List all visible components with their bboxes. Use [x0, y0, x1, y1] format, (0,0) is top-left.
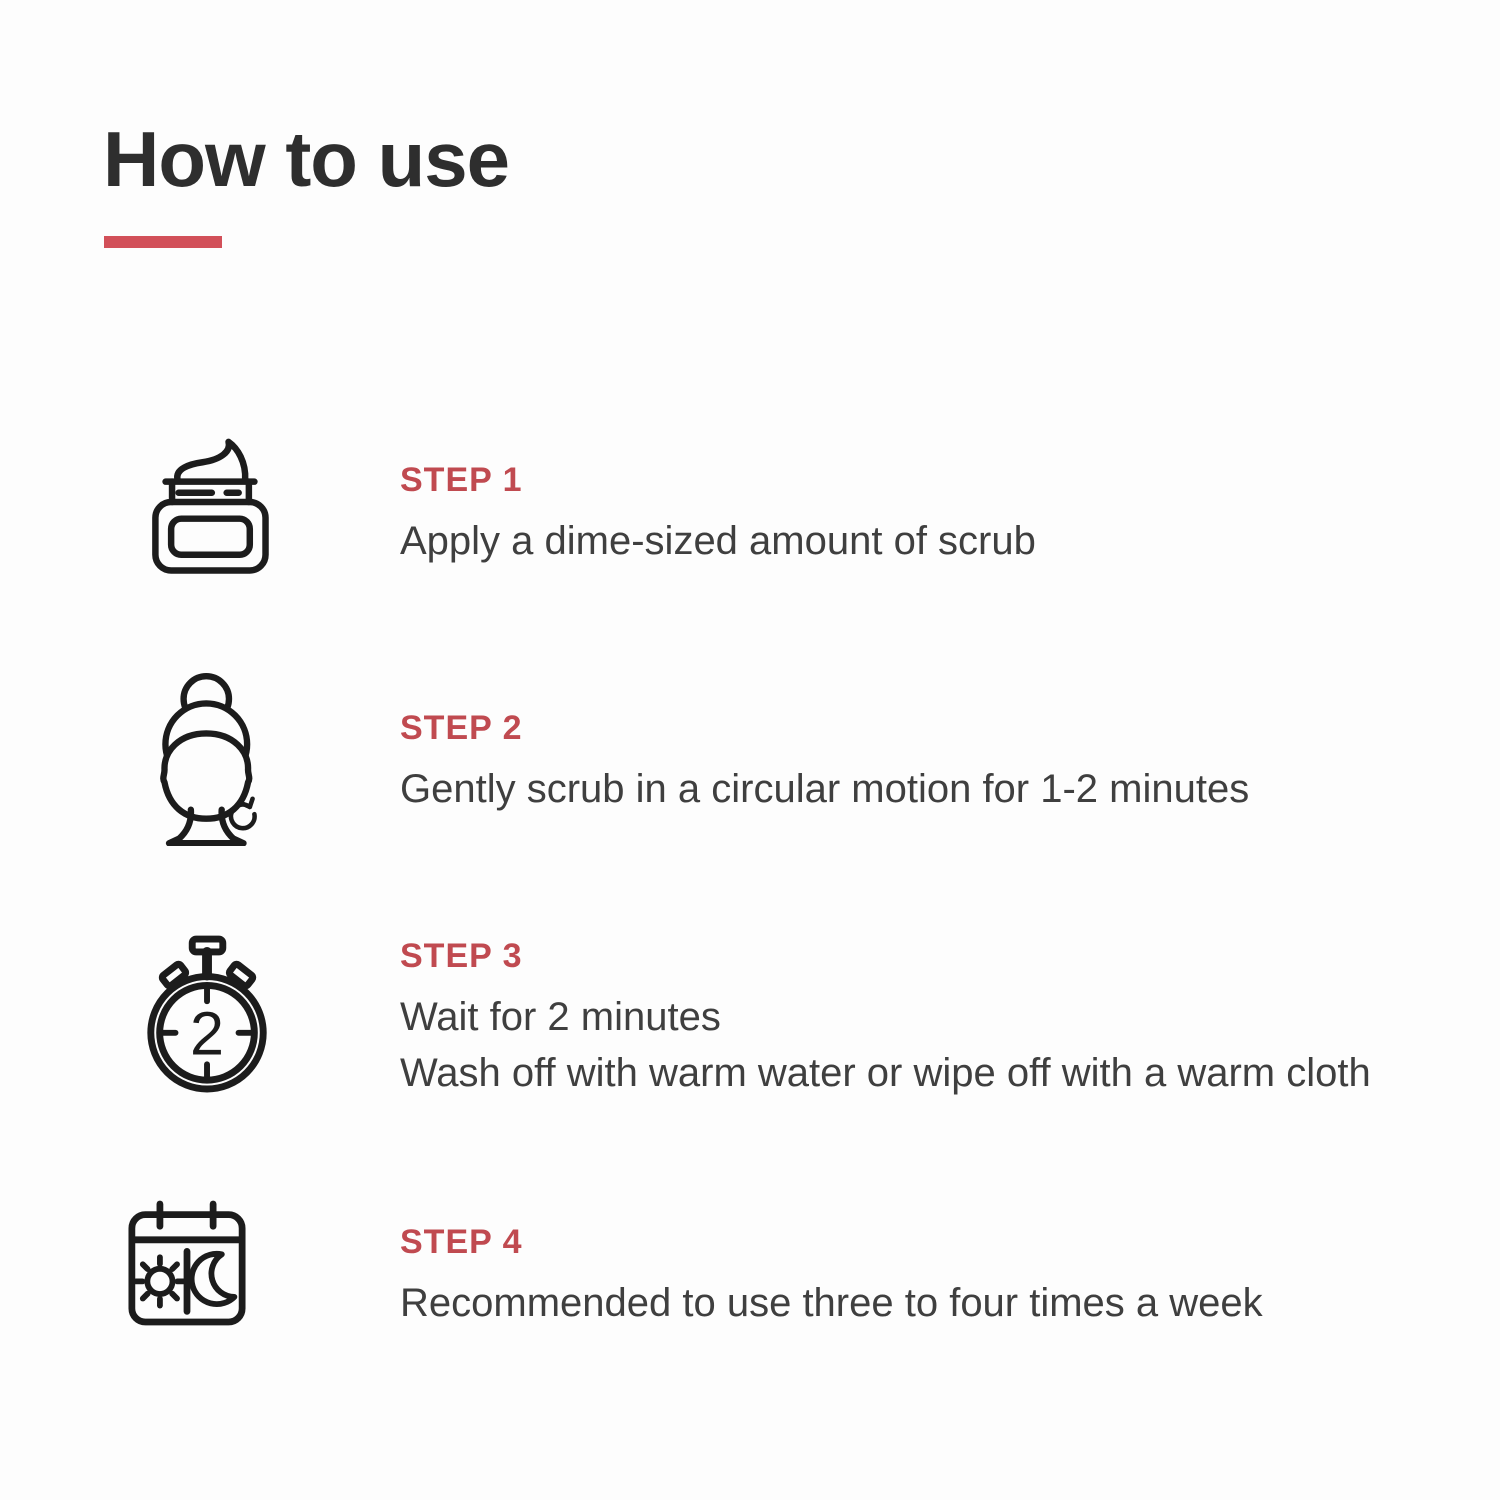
step-2-label: STEP 2	[400, 709, 523, 747]
step-4-description: Recommended to use three to four times a week	[400, 1281, 1263, 1326]
step-4	[400, 1224, 1263, 1331]
step-2-description: Gently scrub in a circular motion for 1-2 minutes	[400, 767, 1250, 812]
face-circular-motion-icon	[150, 668, 268, 846]
step-2	[400, 710, 1249, 817]
step-1-label: STEP 1	[400, 461, 523, 499]
step-4-label: STEP 4	[400, 1223, 523, 1261]
step-3-description-line-2: Wash off with warm water or wipe off with a warm cloth	[400, 1051, 1371, 1096]
moon-icon	[192, 1254, 235, 1304]
title-underline	[104, 236, 222, 248]
step-3-label: STEP 3	[400, 937, 523, 975]
stopwatch-icon	[137, 932, 280, 1102]
calendar-day-night-icon	[128, 1200, 246, 1328]
step-3-description-line-1: Wait for 2 minutes	[400, 995, 721, 1040]
step-1-description: Apply a dime-sized amount of scrub	[400, 519, 1036, 564]
cream-jar-icon	[148, 438, 272, 579]
step-1	[400, 462, 1036, 569]
stopwatch-digit: 2	[190, 999, 225, 1068]
step-3	[400, 938, 1371, 1101]
sun-icon	[136, 1257, 184, 1305]
page-title: How to use	[103, 115, 510, 203]
